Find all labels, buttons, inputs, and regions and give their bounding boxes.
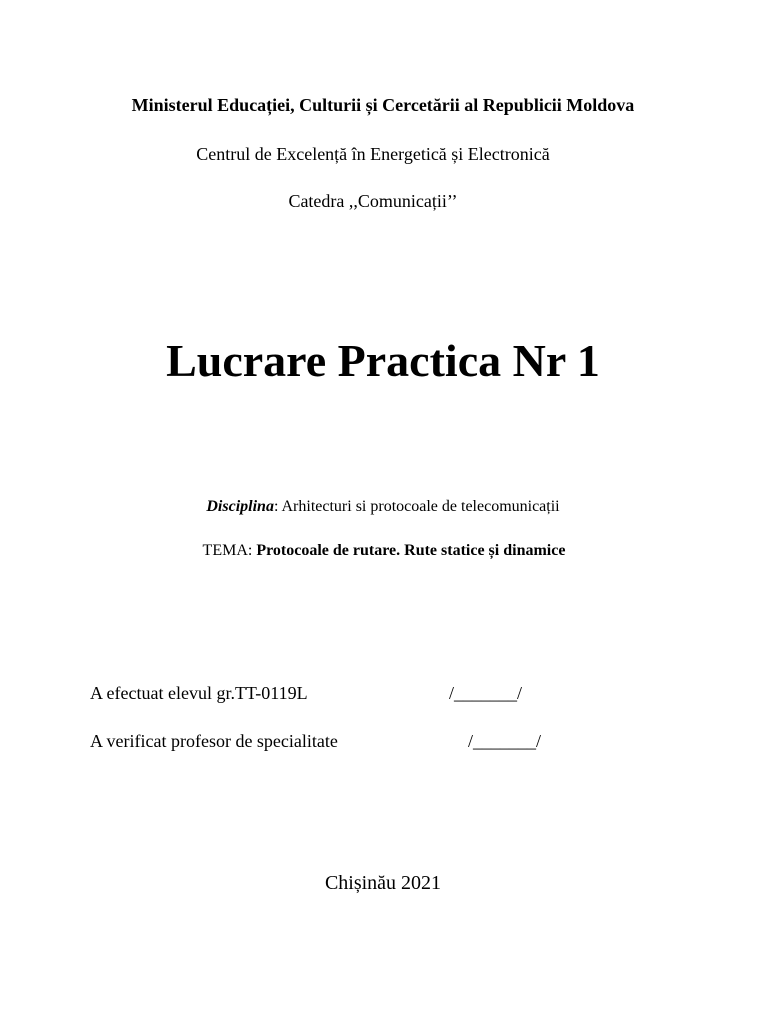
topic-line [0, 540, 768, 562]
ministry-name: Ministerul Educației, Culturii și Cercetării al Republicii Moldova [131, 95, 635, 115]
subject-value: Arhitecturi si protocoale de telecomunicații [281, 498, 560, 515]
subject-line [0, 496, 766, 518]
student-signature-label: A efectuat elevul gr.TT-0119L [90, 683, 308, 703]
teacher-signature-line: /_______/ [468, 731, 542, 751]
student-signature-line: /_______/ [449, 683, 523, 703]
institution-name: Centrul de Excelență în Energetică și Electronică [196, 144, 550, 164]
topic-value: Protocoale de rutare. Rute statice și dinamice [256, 542, 566, 559]
topic-label: TEMA: [202, 542, 257, 559]
place-and-year: Chișinău 2021 [324, 872, 442, 894]
department-name: Catedra ,,Comunicații’’ [288, 191, 458, 211]
subject-label: Disciplina [206, 498, 274, 515]
subject-separator: : [273, 498, 282, 515]
teacher-signature-label: A verificat profesor de specialitate [90, 731, 338, 751]
document-title: Lucrare Practica Nr 1 [166, 335, 600, 386]
